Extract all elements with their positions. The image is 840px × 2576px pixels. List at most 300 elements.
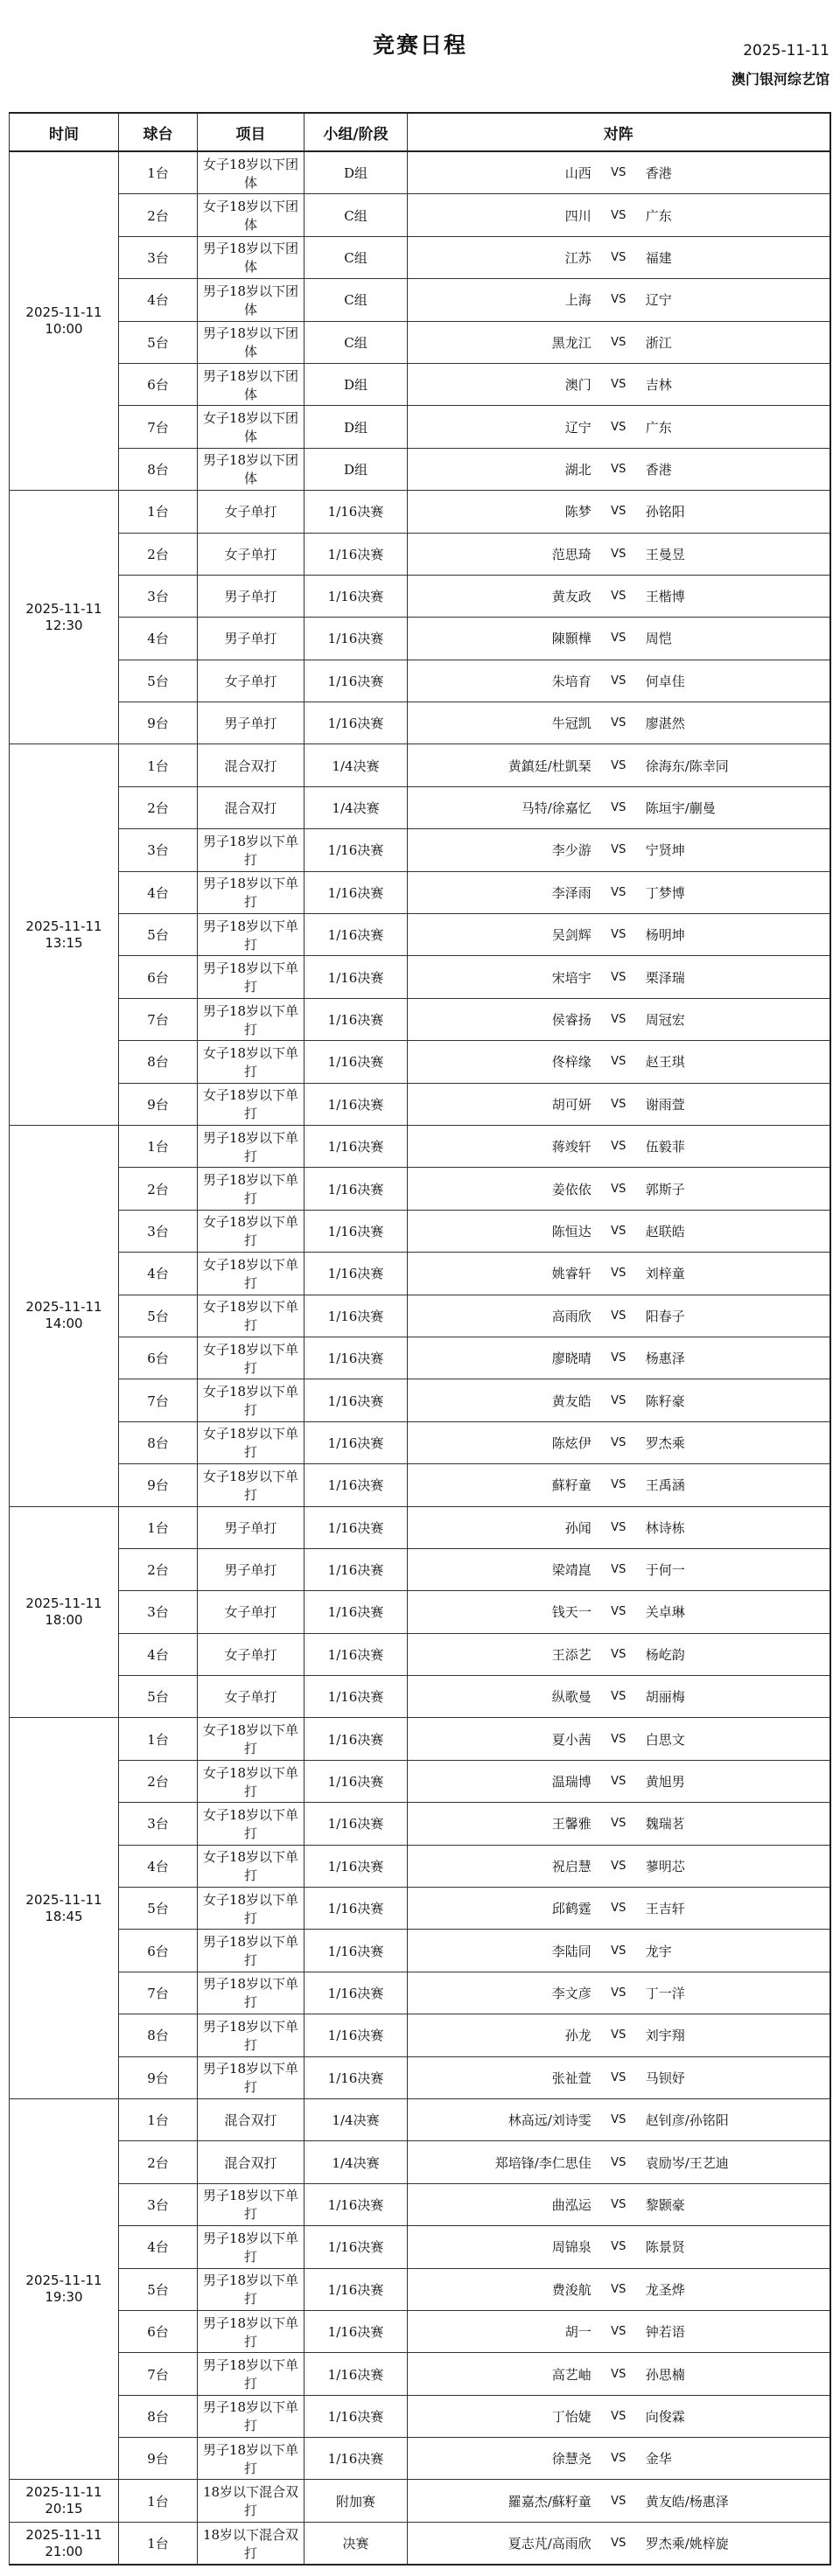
stage-name: 1/16决赛 — [304, 1972, 408, 2014]
home-side: 黄鎮廷/杜凱琹 — [508, 757, 592, 774]
home-side: 羅嘉杰/蘇籽童 — [508, 2493, 592, 2510]
away-side: 刘梓童 — [645, 1266, 685, 1282]
event-name: 女子单打 — [198, 1633, 304, 1675]
col-header-table: 球台 — [119, 113, 198, 151]
session-date: 2025-11-11 — [25, 1891, 102, 1908]
table-number: 8台 — [119, 2395, 198, 2437]
stage-name: 1/16决赛 — [304, 1760, 408, 1802]
vs-label: VS — [611, 335, 626, 349]
event-name: 男子18岁以下团体 — [198, 236, 304, 278]
table-number: 1台 — [119, 1125, 198, 1167]
stage-name: 1/4决赛 — [304, 2098, 408, 2140]
vs-label: VS — [611, 716, 626, 730]
vs-label: VS — [611, 1986, 626, 2000]
table-number: 3台 — [119, 236, 198, 278]
home-side: 徐慧尧 — [551, 2451, 592, 2468]
away-side: 丁一洋 — [645, 1985, 685, 2001]
away-side: 伍毅菲 — [645, 1139, 685, 1155]
session-time — [10, 1718, 119, 2099]
home-side: 马特/徐嘉忆 — [521, 800, 592, 817]
home-side: 邱鹤霆 — [551, 1901, 592, 1917]
home-side: 祝启慧 — [551, 1858, 592, 1874]
matchup — [408, 448, 830, 490]
event-name: 男子18岁以下团体 — [198, 363, 304, 405]
away-side: 徐海东/陈幸同 — [645, 757, 729, 774]
session-clock: 14:00 — [45, 1316, 83, 1332]
stage-name: 1/4决赛 — [304, 786, 408, 828]
away-side: 香港 — [645, 165, 672, 182]
matchup — [408, 744, 830, 786]
event-name: 男子18岁以下单打 — [198, 1930, 304, 1972]
matchup — [408, 1083, 830, 1125]
event-name: 女子18岁以下单打 — [198, 1888, 304, 1930]
session-time — [10, 1125, 119, 1506]
away-side: 王曼昱 — [645, 546, 685, 562]
stage-name: 1/16决赛 — [304, 2056, 408, 2098]
home-side: 曲泓运 — [551, 2196, 592, 2213]
stage-name: 1/16决赛 — [304, 1548, 408, 1590]
table-number: 1台 — [119, 1718, 198, 1760]
event-name: 男子18岁以下单打 — [198, 2310, 304, 2352]
matchup — [408, 491, 830, 533]
table-number: 9台 — [119, 702, 198, 744]
home-side: 山西 — [564, 165, 592, 182]
table-number: 2台 — [119, 1168, 198, 1210]
vs-label: VS — [611, 1182, 626, 1196]
home-side: 宋培宇 — [551, 969, 592, 986]
away-side: 浙江 — [645, 334, 672, 351]
event-name: 女子18岁以下单打 — [198, 1337, 304, 1379]
vs-label: VS — [611, 632, 626, 646]
matchup — [408, 2141, 830, 2183]
stage-name: 1/16决赛 — [304, 2353, 408, 2395]
matchup — [408, 2056, 830, 2098]
session-date: 2025-11-11 — [25, 1595, 102, 1612]
away-side: 王禹涵 — [645, 1477, 685, 1494]
session-date: 2025-11-11 — [25, 2272, 102, 2289]
stage-name: 1/16决赛 — [304, 871, 408, 913]
stage-name: 1/16决赛 — [304, 2438, 408, 2480]
stage-name: 1/16决赛 — [304, 1676, 408, 1718]
matchup — [408, 1337, 830, 1379]
vs-label: VS — [611, 378, 626, 392]
vs-label: VS — [611, 1520, 626, 1534]
event-name: 女子18岁以下单打 — [198, 1845, 304, 1887]
stage-name: 1/16决赛 — [304, 2268, 408, 2310]
vs-label: VS — [611, 590, 626, 604]
table-row — [10, 871, 830, 913]
header-venue: 澳门银河综艺馆 — [731, 71, 830, 87]
stage-name: 1/16决赛 — [304, 1168, 408, 1210]
stage-name: C组 — [304, 279, 408, 321]
table-number: 7台 — [119, 1972, 198, 2014]
table-number: 3台 — [119, 1591, 198, 1633]
stage-name: 1/16决赛 — [304, 2310, 408, 2352]
stage-name: 1/16决赛 — [304, 1210, 408, 1252]
table-number: 6台 — [119, 363, 198, 405]
away-side: 杨惠泽 — [645, 1351, 685, 1367]
vs-label: VS — [611, 462, 626, 476]
away-side: 黎颢豪 — [645, 2196, 685, 2213]
matchup — [408, 1506, 830, 1548]
session-date: 2025-11-11 — [25, 2526, 102, 2543]
event-name: 男子单打 — [198, 575, 304, 617]
stage-name: 1/16决赛 — [304, 575, 408, 617]
matchup — [408, 2014, 830, 2056]
event-name: 混合双打 — [198, 2141, 304, 2183]
matchup — [408, 1210, 830, 1252]
away-side: 广东 — [645, 419, 672, 436]
table-row — [10, 2522, 830, 2565]
away-side: 陈籽豪 — [645, 1393, 685, 1409]
matchup — [408, 2522, 830, 2565]
vs-label: VS — [611, 293, 626, 307]
event-name: 女子18岁以下团体 — [198, 151, 304, 194]
stage-name: 1/16决赛 — [304, 1888, 408, 1930]
matchup — [408, 194, 830, 236]
table-row — [10, 998, 830, 1040]
matchup — [408, 1125, 830, 1167]
home-side: 丁怡婕 — [551, 2408, 592, 2425]
stage-name: C组 — [304, 236, 408, 278]
table-number: 7台 — [119, 406, 198, 448]
matchup — [408, 1972, 830, 2014]
vs-label: VS — [611, 1859, 626, 1873]
table-row — [10, 2353, 830, 2395]
matchup — [408, 871, 830, 913]
matchup — [408, 786, 830, 828]
home-side: 澳门 — [564, 377, 592, 394]
away-side: 马钡妤 — [645, 2070, 685, 2086]
event-name: 男子单打 — [198, 1506, 304, 1548]
home-side: 胡一 — [564, 2324, 592, 2341]
table-row — [10, 575, 830, 617]
away-side: 蓼明芯 — [645, 1858, 685, 1874]
vs-label: VS — [611, 1013, 626, 1026]
matchup — [408, 2353, 830, 2395]
home-side: 朱培育 — [551, 673, 592, 689]
event-name: 男子单打 — [198, 1548, 304, 1590]
event-name: 18岁以下混合双打 — [198, 2480, 304, 2522]
away-side: 陈垣宇/蒯曼 — [645, 800, 716, 817]
table-row — [10, 1083, 830, 1125]
away-side: 吉林 — [645, 377, 672, 394]
away-side: 孙思楠 — [645, 2366, 685, 2383]
away-side: 何卓佳 — [645, 673, 685, 689]
table-number: 5台 — [119, 2268, 198, 2310]
event-name: 女子18岁以下单打 — [198, 1379, 304, 1421]
table-row — [10, 956, 830, 998]
table-row — [10, 1506, 830, 1548]
matchup — [408, 1295, 830, 1337]
table-row — [10, 1210, 830, 1252]
vs-label: VS — [611, 1563, 626, 1577]
stage-name: 1/16决赛 — [304, 1295, 408, 1337]
away-side: 周冠宏 — [645, 1012, 685, 1028]
matchup — [408, 2098, 830, 2140]
table-number: 8台 — [119, 1421, 198, 1463]
vs-label: VS — [611, 2325, 626, 2339]
table-row — [10, 914, 830, 956]
vs-label: VS — [611, 2494, 626, 2508]
vs-label: VS — [611, 505, 626, 519]
vs-label: VS — [611, 801, 626, 815]
home-side: 姜依依 — [551, 1181, 592, 1197]
matchup — [408, 1041, 830, 1083]
table-row — [10, 1930, 830, 1972]
table-row — [10, 406, 830, 448]
event-name: 男子18岁以下单打 — [198, 956, 304, 998]
table-number: 2台 — [119, 1760, 198, 1802]
table-row — [10, 1548, 830, 1590]
table-row — [10, 1041, 830, 1083]
table-row — [10, 1803, 830, 1845]
home-side: 李泽雨 — [551, 884, 592, 901]
away-side: 王吉轩 — [645, 1901, 685, 1917]
matchup — [408, 1760, 830, 1802]
vs-label: VS — [611, 1647, 626, 1661]
session-clock: 10:00 — [45, 321, 83, 338]
vs-label: VS — [611, 2452, 626, 2466]
event-name: 女子18岁以下单打 — [198, 1464, 304, 1506]
vs-label: VS — [611, 1055, 626, 1069]
vs-label: VS — [611, 2240, 626, 2254]
table-row — [10, 151, 830, 194]
table-number: 9台 — [119, 1464, 198, 1506]
matchup — [408, 236, 830, 278]
table-number: 2台 — [119, 533, 198, 575]
vs-label: VS — [611, 547, 626, 561]
stage-name: 1/16决赛 — [304, 660, 408, 702]
table-number: 9台 — [119, 1083, 198, 1125]
stage-name: D组 — [304, 406, 408, 448]
table-number: 1台 — [119, 491, 198, 533]
home-side: 周锦泉 — [551, 2239, 592, 2256]
home-side: 陈炫伊 — [551, 1435, 592, 1451]
event-name: 女子18岁以下单打 — [198, 1803, 304, 1845]
stage-name: 1/16决赛 — [304, 702, 408, 744]
stage-name: 1/16决赛 — [304, 1845, 408, 1887]
session-clock: 20:15 — [45, 2501, 83, 2517]
away-side: 宁贤坤 — [645, 842, 685, 859]
away-side: 赵王琪 — [645, 1054, 685, 1071]
matchup — [408, 2310, 830, 2352]
table-number: 4台 — [119, 2226, 198, 2268]
matchup — [408, 1803, 830, 1845]
away-side: 刘宇翔 — [645, 2028, 685, 2044]
stage-name: 1/16决赛 — [304, 1253, 408, 1295]
session-time — [10, 2098, 119, 2480]
session-date: 2025-11-11 — [25, 2484, 102, 2501]
home-side: 孙闻 — [564, 1519, 592, 1536]
stage-name: 1/16决赛 — [304, 2183, 408, 2225]
table-number: 9台 — [119, 2438, 198, 2480]
matchup — [408, 618, 830, 660]
table-number: 7台 — [119, 1379, 198, 1421]
event-name: 女子18岁以下团体 — [198, 406, 304, 448]
event-name: 混合双打 — [198, 786, 304, 828]
matchup — [408, 2268, 830, 2310]
vs-label: VS — [611, 2537, 626, 2551]
event-name: 18岁以下混合双打 — [198, 2522, 304, 2565]
matchup — [408, 914, 830, 956]
table-number: 9台 — [119, 2056, 198, 2098]
away-side: 钟若语 — [645, 2324, 685, 2341]
away-side: 林诗栋 — [645, 1519, 685, 1536]
table-row — [10, 2098, 830, 2140]
table-number: 3台 — [119, 2183, 198, 2225]
session-date: 2025-11-11 — [25, 601, 102, 618]
table-number: 1台 — [119, 2480, 198, 2522]
matchup — [408, 1379, 830, 1421]
home-side: 蘇籽童 — [551, 1477, 592, 1494]
table-row — [10, 1168, 830, 1210]
away-side: 谢雨萱 — [645, 1096, 685, 1113]
home-side: 胡可妍 — [551, 1096, 592, 1113]
table-number: 8台 — [119, 1041, 198, 1083]
stage-name: 决赛 — [304, 2522, 408, 2565]
stage-name: 1/16决赛 — [304, 998, 408, 1040]
event-name: 男子单打 — [198, 702, 304, 744]
table-row — [10, 2183, 830, 2225]
event-name: 男子18岁以下单打 — [198, 2183, 304, 2225]
table-number: 1台 — [119, 151, 198, 194]
vs-label: VS — [611, 2113, 626, 2127]
table-row — [10, 279, 830, 321]
table-row — [10, 1888, 830, 1930]
matchup — [408, 1421, 830, 1463]
stage-name: 1/16决赛 — [304, 1633, 408, 1675]
home-side: 吴剑辉 — [551, 927, 592, 944]
away-side: 丁梦博 — [645, 884, 685, 901]
home-side: 四川 — [564, 207, 592, 224]
vs-label: VS — [611, 1224, 626, 1238]
event-name: 男子18岁以下单打 — [198, 2438, 304, 2480]
event-name: 女子单打 — [198, 491, 304, 533]
vs-label: VS — [611, 843, 626, 857]
table-number: 6台 — [119, 1337, 198, 1379]
vs-label: VS — [611, 1775, 626, 1789]
event-name: 男子18岁以下单打 — [198, 2056, 304, 2098]
home-side: 李陆同 — [551, 1943, 592, 1959]
event-name: 女子单打 — [198, 1676, 304, 1718]
vs-label: VS — [611, 250, 626, 264]
vs-label: VS — [611, 1140, 626, 1154]
page-header — [0, 0, 840, 112]
table-number: 4台 — [119, 618, 198, 660]
matchup — [408, 363, 830, 405]
home-side: 高艺岫 — [551, 2366, 592, 2383]
col-header-stage: 小组/阶段 — [304, 113, 408, 151]
event-name: 女子18岁以下单打 — [198, 1041, 304, 1083]
home-side: 王馨雅 — [551, 1816, 592, 1833]
session-time — [10, 151, 119, 491]
event-name: 男子18岁以下单打 — [198, 2268, 304, 2310]
stage-name: C组 — [304, 321, 408, 363]
event-name: 女子18岁以下单打 — [198, 1253, 304, 1295]
table-number: 3台 — [119, 829, 198, 871]
col-header-time: 时间 — [10, 113, 119, 151]
stage-name: 1/4决赛 — [304, 744, 408, 786]
home-side: 姚睿轩 — [551, 1266, 592, 1282]
away-side: 龙圣烨 — [645, 2281, 685, 2298]
event-name: 女子单打 — [198, 533, 304, 575]
vs-label: VS — [611, 208, 626, 222]
matchup — [408, 1633, 830, 1675]
page-title: 竞赛日程 — [372, 32, 467, 58]
table-row — [10, 1591, 830, 1633]
away-side: 金华 — [645, 2451, 672, 2468]
event-name: 女子18岁以下单打 — [198, 1421, 304, 1463]
vs-label: VS — [611, 2070, 626, 2084]
event-name: 男子18岁以下团体 — [198, 448, 304, 490]
vs-label: VS — [611, 1351, 626, 1365]
event-name: 混合双打 — [198, 2098, 304, 2140]
matchup — [408, 1253, 830, 1295]
away-side: 白思文 — [645, 1731, 685, 1748]
stage-name: 1/16决赛 — [304, 1930, 408, 1972]
table-row — [10, 236, 830, 278]
table-row — [10, 1845, 830, 1887]
session-clock: 13:15 — [45, 934, 83, 951]
away-side: 孙铭阳 — [645, 504, 685, 520]
matchup — [408, 2395, 830, 2437]
vs-label: VS — [611, 758, 626, 772]
event-name: 男子18岁以下单打 — [198, 2014, 304, 2056]
header-date: 2025-11-11 — [743, 42, 830, 59]
vs-label: VS — [611, 885, 626, 899]
table-number: 5台 — [119, 321, 198, 363]
table-row — [10, 2268, 830, 2310]
event-name: 女子18岁以下单打 — [198, 1718, 304, 1760]
schedule-body — [10, 151, 830, 2565]
stage-name: 1/4决赛 — [304, 2141, 408, 2183]
table-row — [10, 2226, 830, 2268]
matchup — [408, 406, 830, 448]
table-number: 5台 — [119, 1295, 198, 1337]
table-row — [10, 1760, 830, 1802]
session-date: 2025-11-11 — [25, 1299, 102, 1316]
away-side: 阳春子 — [645, 1308, 685, 1324]
table-row — [10, 2310, 830, 2352]
away-side: 龙宇 — [645, 1943, 672, 1959]
home-side: 黄友皓 — [551, 1393, 592, 1409]
home-side: 陳顥樺 — [551, 631, 592, 647]
table-row — [10, 1253, 830, 1295]
away-side: 周恺 — [645, 631, 672, 647]
stage-name: 1/16决赛 — [304, 2395, 408, 2437]
home-side: 廖晓晴 — [551, 1351, 592, 1367]
away-side: 陈景贤 — [645, 2239, 685, 2256]
stage-name: 1/16决赛 — [304, 1591, 408, 1633]
table-number: 2台 — [119, 2141, 198, 2183]
table-row — [10, 1337, 830, 1379]
table-row — [10, 1421, 830, 1463]
away-side: 廖湛然 — [645, 716, 685, 732]
table-row — [10, 786, 830, 828]
vs-label: VS — [611, 2028, 626, 2042]
vs-label: VS — [611, 2409, 626, 2423]
vs-label: VS — [611, 2282, 626, 2296]
event-name: 男子18岁以下单打 — [198, 871, 304, 913]
stage-name: 1/16决赛 — [304, 1803, 408, 1845]
home-side: 高雨欣 — [551, 1308, 592, 1324]
col-header-matchup: 对阵 — [408, 113, 830, 151]
table-row — [10, 491, 830, 533]
event-name: 女子18岁以下单打 — [198, 1083, 304, 1125]
away-side: 向俊霖 — [645, 2408, 685, 2425]
table-number: 6台 — [119, 956, 198, 998]
